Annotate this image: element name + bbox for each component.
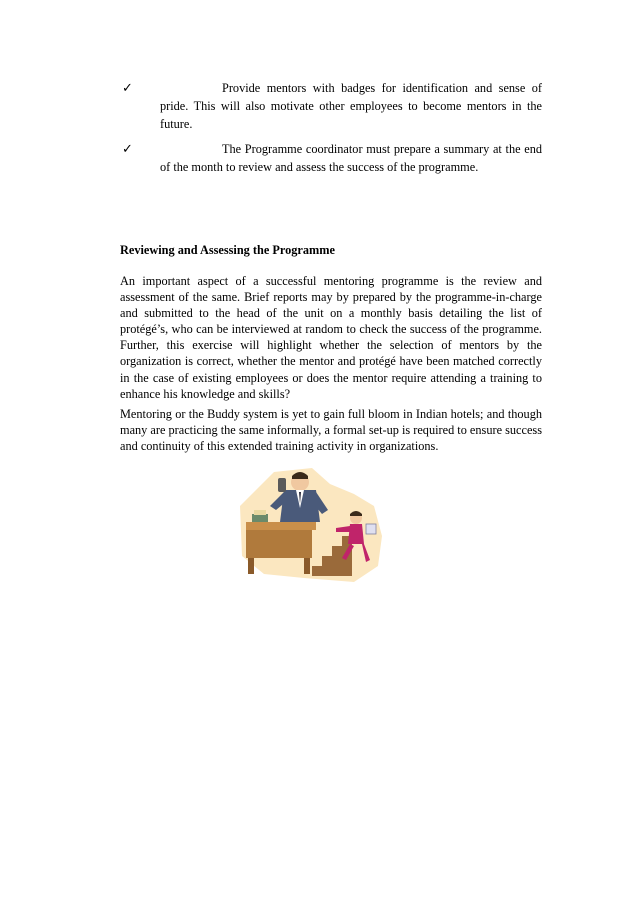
paragraph-review: An important aspect of a successful mentoring programme is the review and assessment of the same. Brief reports may by prepared by the programme-in-charge and submitted to the head of the unit on a monthly basis detailing the list of protégé’s, who can be interviewed at random to check the success of the programme. Further, this exercise will highlight whether the selection of mentors by the organization is correct, whether the mentor and protégé have been matched correctly in the case of existing employees or does the mentor require attending a training to enhance his knowledge and skills?: [120, 274, 542, 401]
check-icon: ✓: [122, 141, 133, 156]
bullet-item-summary: The Programme coordinator must prepare a summary at the end of the month to review and assess the success of the programme.: [160, 142, 542, 174]
businessman-at-desk-clipart-icon: [234, 466, 384, 584]
section-heading: Reviewing and Assessing the Programme: [120, 243, 335, 257]
bullet-item-badges: Provide mentors with badges for identification and sense of pride. This will also motivate other employees to become mentors in the future.: [160, 81, 542, 131]
check-icon: ✓: [122, 80, 133, 95]
paragraph-buddy-system: Mentoring or the Buddy system is yet to gain full bloom in Indian hotels; and though many are practicing the same informally, a formal set-up is required to ensure success and continuity of this extended training activity in organizations.: [120, 407, 542, 454]
